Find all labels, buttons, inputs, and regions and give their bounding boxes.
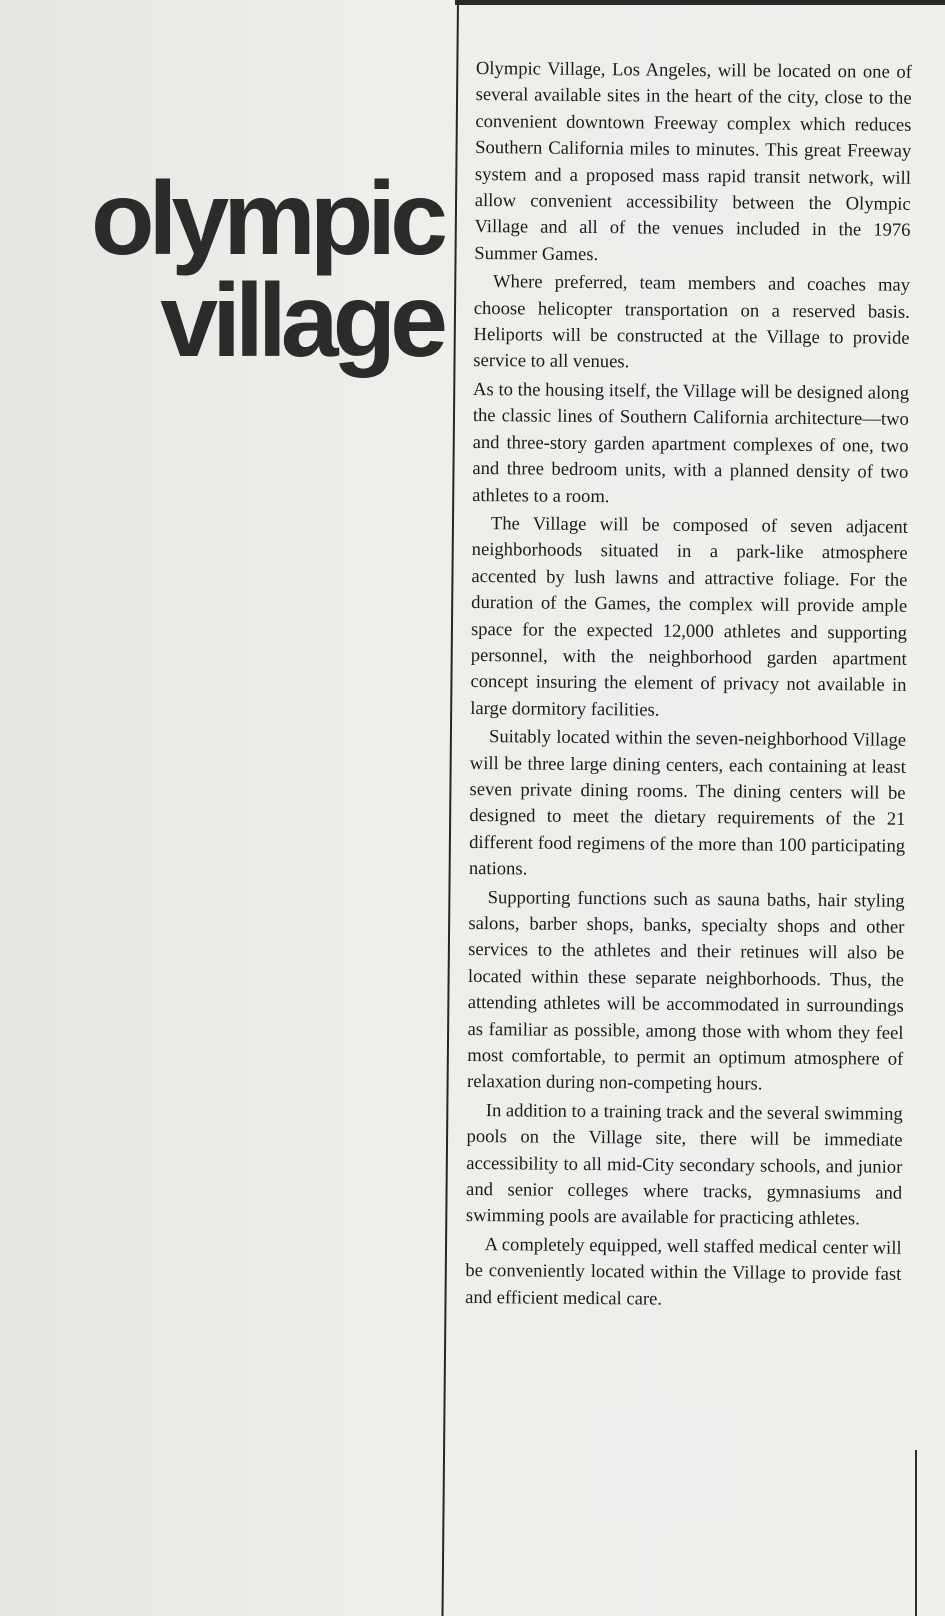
paragraph-training: In addition to a training track and the several swimming pools on the Village site, there will be immediate accessibility to all mid-City secondary schools, and junior and senior colleges where tracks, gymnasiums and swimming pools are available for practicing athletes. — [465, 1099, 903, 1230]
paragraph-neighborhoods: The Village will be composed of seven adjacent neighborhoods situated in a park-like atmosphere accented by lush lawns and attractive foliage. For the duration of the Games, the complex will provide ample space for the expected 12,000 athletes and supporting personnel, with the neighborhood garden apartment concept insuring the element of privacy not available in large dormitory facilities. — [470, 513, 908, 721]
paragraph-supporting-functions: Supporting functions such as sauna baths, hair styling salons, barber shops, banks, specialty shops and other services to the athletes and their retinues will also be located within these separate neighborhoods. Thus, the attending athletes will be accommodated in surroundings as familiar as possible, among those with whom they feel most comfortable, to permit an optimum atmosphere of relaxation during non-competing hours. — [466, 886, 905, 1095]
article-body — [465, 56, 912, 1317]
page-title — [22, 161, 442, 379]
paragraph-location: Olympic Village, Los Angeles, will be located on one of several available sites in the heart of the city, close to the convenient downtown Freeway complex which reduces Southern California miles to minutes. This great Freeway system and a proposed mass rapid transit network, will allow convenient accessibility between the Olympic Village and all of the venues included in the 1976 Summer Games. — [474, 57, 912, 265]
title-line-1: olympic — [91, 161, 442, 277]
paragraph-dining: Suitably located within the seven-neighborhood Village will be three large dining centers, each containing at least seven private dining rooms. The dining centers will be designed to meet the dietary requirements of the 21 different food regimens of the more than 100 participating nations. — [468, 726, 907, 880]
top-edge-shadow — [455, 0, 945, 5]
title-line-2: village — [160, 263, 442, 379]
column-rule-right — [915, 1450, 917, 1616]
paragraph-medical: A completely equipped, well staffed medical center will be conveniently located within the Village to provide fast and efficient medical care. — [465, 1233, 902, 1310]
paragraph-housing: As to the housing itself, the Village will be designed along the classic lines of Southern California architecture—two and three-story garden apartment complexes of one, two and three bedroom units, with a planned density of two athletes to a room. — [472, 378, 910, 507]
paragraph-helicopter: Where preferred, team members and coaches may choose helicopter transportation on a reserved basis. Heliports will be constructed at the Village to provide service to all venues. — [473, 271, 911, 373]
